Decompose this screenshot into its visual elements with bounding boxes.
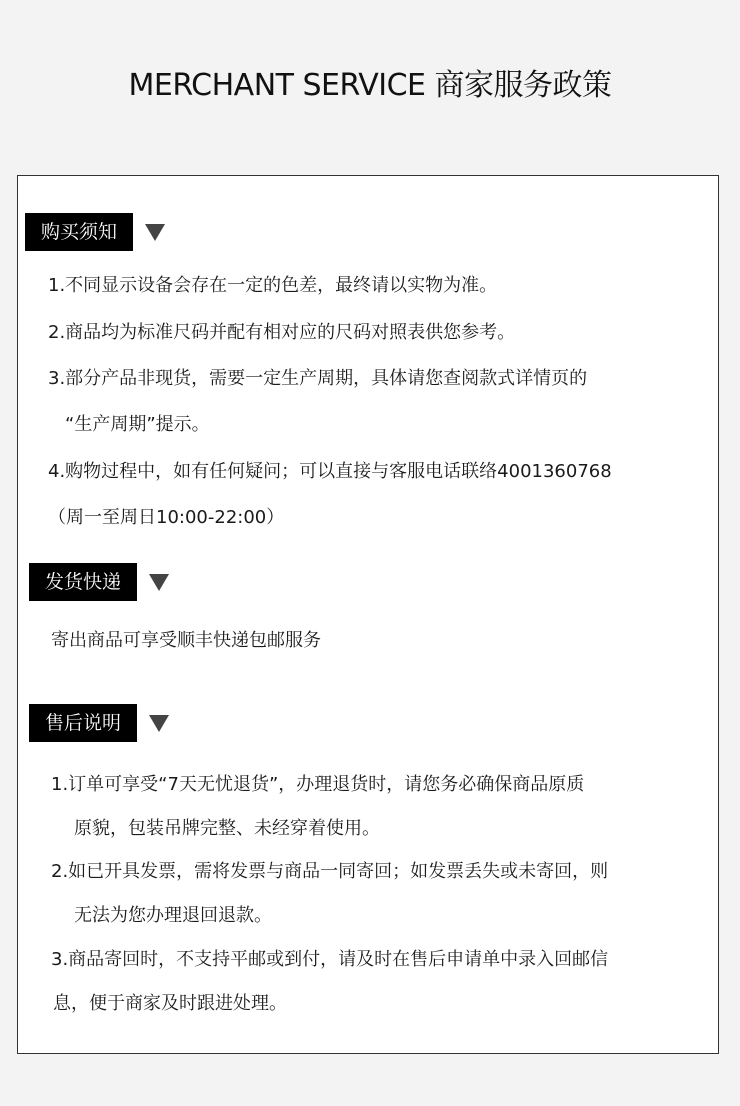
after-sales-line: 无法为您办理退回退款。 — [74, 905, 272, 926]
shipping-line: 寄出商品可享受顺丰快递包邮服务 — [51, 630, 321, 651]
after-sales-line: 3.商品寄回时，不支持平邮或到付，请及时在售后申请单中录入回邮信 — [51, 949, 609, 970]
section-header-shipping — [29, 563, 169, 601]
notice-line: 2.商品均为标准尺码并配有相对应的尺码对照表供您参考。 — [48, 322, 516, 343]
notice-line: 4.购物过程中，如有任何疑问；可以直接与客服电话联络4001360768 — [48, 461, 612, 482]
notice-line: 3.部分产品非现货，需要一定生产周期，具体请您查阅款式详情页的 — [48, 368, 588, 389]
section-label: 发货快递 — [29, 563, 137, 601]
section-label: 售后说明 — [29, 704, 137, 742]
notice-line: 1.不同显示设备会存在一定的色差，最终请以实物为准。 — [48, 275, 498, 296]
notice-line: “生产周期”提示。 — [65, 414, 210, 435]
after-sales-line: 2.如已开具发票，需将发票与商品一同寄回；如发票丢失或未寄回，则 — [51, 861, 609, 882]
triangle-down-icon — [149, 574, 169, 591]
after-sales-line: 息，便于商家及时跟进处理。 — [53, 993, 287, 1014]
section-header-purchase-notice — [25, 213, 165, 251]
section-label: 购买须知 — [25, 213, 133, 251]
page-title: MERCHANT SERVICE 商家服务政策 — [128, 68, 612, 103]
after-sales-line: 1.订单可享受“7天无忧退货”，办理退货时，请您务必确保商品原质 — [51, 774, 585, 795]
triangle-down-icon — [149, 715, 169, 732]
section-header-after-sales — [29, 704, 169, 742]
notice-line: （周一至周日10:00-22:00） — [48, 507, 285, 528]
triangle-down-icon — [145, 224, 165, 241]
after-sales-line: 原貌，包装吊牌完整、未经穿着使用。 — [74, 818, 380, 839]
policy-panel — [17, 175, 719, 1054]
